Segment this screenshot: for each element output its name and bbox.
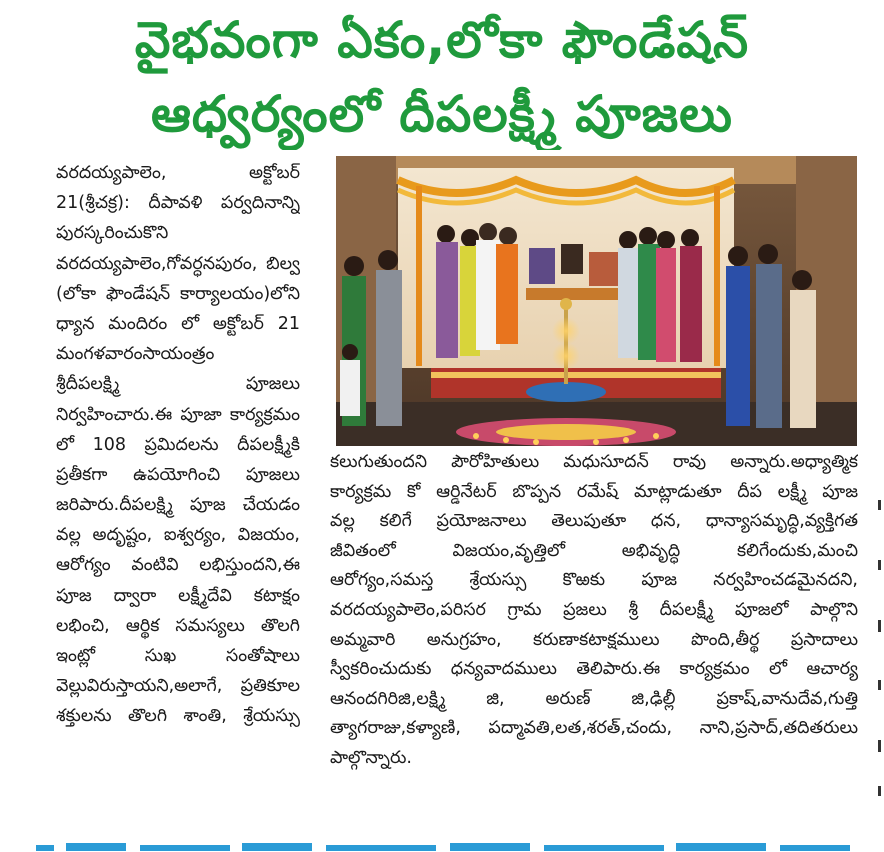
cropped-edge-text-icon <box>874 500 884 800</box>
puja-gathering-photo <box>336 156 857 446</box>
article-line: శక్తులను తొలగి శాంతి, శ్రేయస్సు <box>56 706 300 727</box>
article-line: త్యాగరాజు,కళ్యాణి, పద్మావతి,లత,శరత్,చందు, నాని,ప్రసాద్,తదితరులు <box>330 718 858 739</box>
article-line: జీవితంలో విజయం,వృత్తిలో అభివృద్ధి కలిగేందుకు,మంచి <box>330 540 858 561</box>
article-line: (లోకా ఫౌండేషన్ కార్యాలయం)లోని <box>56 283 300 304</box>
article-line: ఆరోగ్యం వంటివి లభిస్తుందని,ఈ <box>56 555 300 576</box>
headline-line-1: వైభవంగా ఏకం,లోకా ఫౌండేషన్ <box>134 11 750 69</box>
article-line: వరదయ్యపాలెం, అక్టోబర్ <box>56 163 300 183</box>
article-line: పాల్గొన్నారు. <box>330 747 412 768</box>
article-right-column <box>330 448 858 830</box>
article-line: పురస్కరించుకొని <box>56 223 169 244</box>
event-photo <box>336 156 857 446</box>
article-line: కార్యక్రమ కో ఆర్డినేటర్ బొప్పన రమేష్ మాట్లాడుతూ దీప లక్ష్మీ పూజ <box>330 481 858 502</box>
article-line: వరదయ్యపాలెం,గోవర్ధనపురం, బిల్వ <box>56 253 300 274</box>
headline-line-2: ఆధ్వర్యంలో దీపలక్ష్మీ పూజలు <box>151 85 733 143</box>
article-line: లో 108 ప్రమిదలను దీపలక్ష్మీకి <box>56 434 300 455</box>
article-line: ధ్యాన మందిరం లో అక్టోబర్ 21 <box>56 313 300 334</box>
article-line: లభించి, ఆర్థిక సమస్యలు తొలగి <box>56 615 300 636</box>
article-line: నిర్వహించారు.ఈ పూజా కార్యక్రమం <box>56 404 300 425</box>
article-line: 21(శ్రీచక్ర): దీపావళి పర్వదినాన్ని <box>56 193 300 214</box>
article-line: కలుగుతుందని పౌరోహితులు మధుసూదన్ రావు అన్నారు.అధ్యాత్మిక <box>330 452 858 472</box>
article-left-column <box>56 158 300 830</box>
cropped-text-fragment-icon <box>36 839 856 852</box>
article-line: అమ్మవారి అనుగ్రహం, కరుణాకటాక్షములు పొంది,తీర్థ ప్రసాదాలు <box>330 629 858 650</box>
article-line: ఆనందగిరిజి,లక్ష్మి జి, అరుణ్ జి,ఢిల్లీ ప్రకాష్,వానుదేవ,గుత్తి <box>330 688 858 709</box>
article-line: వల్ల కలిగే ప్రయోజనాలు తెలుపుతూ ధన, ధాన్యాసమృద్ధి,వ్యక్తిగత <box>330 511 858 532</box>
article-line: వల్ల అదృష్టం, ఐశ్వర్యం, విజయం, <box>56 525 300 546</box>
article-line: వెల్లువిరుస్తాయని,అలాగే, ప్రతికూల <box>56 676 300 697</box>
article-line: మంగళవారంసాయంత్రం <box>56 344 215 365</box>
article-line: స్వీకరించుదుకు ధన్యవాదములు తెలిపారు.ఈ కార్యక్రమం లో ఆచార్య <box>330 659 858 680</box>
article-line: ఇంట్లో సుఖ సంతోషాలు <box>56 646 300 666</box>
article-line: ప్రతీకగా ఉపయోగించి పూజలు <box>56 464 300 485</box>
article-line: శ్రీదీపలక్ష్మి పూజలు <box>56 374 300 395</box>
article-line: ఆరోగ్యం,సమస్త శ్రేయస్సు కొఱకు పూజ నర్వహించడమైనదని, <box>330 570 858 591</box>
article-line: వరదయ్యపాలెం,పరిసర గ్రామ ప్రజలు శ్రీ దీపలక్ష్మీ పూజలో పాల్గొని <box>330 599 858 620</box>
article-line: జరిపారు.దీపలక్ష్మి పూజ చేయడం <box>56 495 300 516</box>
page-edge-marks <box>874 500 884 800</box>
cropped-next-article-strip <box>36 838 856 852</box>
article-line: పూజ ద్వారా లక్ష్మీదేవి కటాక్షం <box>56 585 300 606</box>
